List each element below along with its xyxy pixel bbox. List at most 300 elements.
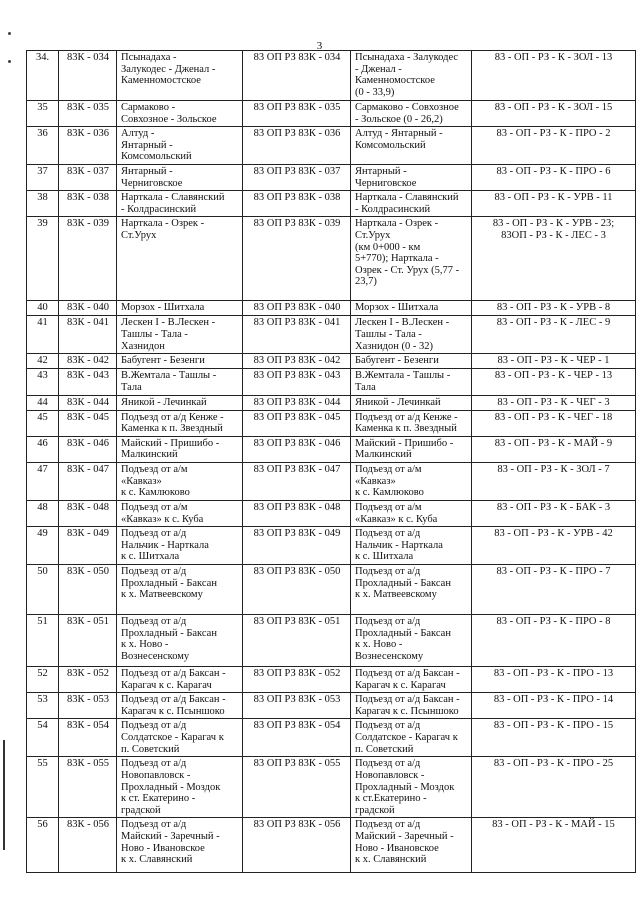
road-code: 83К - 043 (59, 369, 117, 395)
table-row (27, 191, 636, 217)
scan-dot-mark (8, 60, 11, 63)
road-identifier (472, 693, 636, 719)
road-code: 83К - 044 (59, 395, 117, 410)
road-description (351, 51, 472, 101)
row-number: 50 (27, 565, 59, 615)
road-description-line: Нальчик - Нарткала (355, 539, 443, 551)
table-row (27, 436, 636, 462)
road-description (351, 757, 472, 818)
road-description-line: Прохладный - Моздок (355, 781, 455, 793)
road-name-line: Подъезд от а/м (121, 463, 188, 475)
road-description-line: Каменномостское (355, 75, 435, 87)
road-name-line: Подъезд от а/д (121, 720, 187, 732)
road-description-line: Алтуд - Янтарный - (355, 128, 443, 140)
road-code: 83К - 051 (59, 615, 117, 667)
road-name-line: Морзох - Шитхала (121, 302, 205, 314)
road-name-line: Подъезд от а/д Баксан - (121, 668, 226, 680)
road-description-line: Каменка к п. Звездный (355, 423, 457, 435)
road-name (117, 565, 243, 615)
road-description-line: - Дженал - (355, 63, 402, 75)
table-row (27, 615, 636, 667)
road-name (117, 101, 243, 127)
road-name-line: Каменномостское (121, 75, 201, 87)
road-identifier (472, 51, 636, 101)
road-identifier (472, 462, 636, 500)
road-description-line: к ст.Екатерино - (355, 793, 427, 805)
row-number: 56 (27, 818, 59, 873)
road-identifier (472, 369, 636, 395)
table-row (27, 462, 636, 500)
table-row (27, 693, 636, 719)
road-description-line: Карагач к с. Псыншоко (355, 705, 459, 717)
road-description (351, 127, 472, 165)
row-number: 47 (27, 462, 59, 500)
road-description-line: Подъезд от а/д (355, 616, 421, 628)
road-code: 83К - 045 (59, 410, 117, 436)
table-row (27, 301, 636, 316)
road-name (117, 436, 243, 462)
road-registration-number: 83 ОП РЗ 83К - 046 (243, 436, 351, 462)
road-code: 83К - 050 (59, 565, 117, 615)
road-code: 83К - 040 (59, 301, 117, 316)
road-description (351, 565, 472, 615)
road-name-line: градской (121, 804, 161, 816)
road-description-line: Подъезд от а/д (355, 566, 421, 578)
road-description (351, 436, 472, 462)
road-identifier (472, 101, 636, 127)
road-registration-number: 83 ОП РЗ 83К - 044 (243, 395, 351, 410)
road-name (117, 462, 243, 500)
road-identifier-line: 83ОП - РЗ - К - ЛЕС - 3 (501, 229, 606, 241)
road-identifier (472, 395, 636, 410)
road-name-line: Залукодес - Дженал - (121, 63, 216, 75)
road-name (117, 500, 243, 526)
row-number: 36 (27, 127, 59, 165)
road-description-line: Подъезд от а/м (355, 501, 422, 513)
road-name (117, 127, 243, 165)
road-name-line: к ст. Екатерино - (121, 793, 196, 805)
table-row (27, 757, 636, 818)
road-description-line: Подъезд от а/д (355, 720, 421, 732)
road-description (351, 395, 472, 410)
road-name (117, 410, 243, 436)
road-description-line: - Зольское (0 - 26,2) (355, 113, 443, 125)
road-description-line: Карагач к с. Карагач (355, 679, 446, 691)
road-description-line: Яникой - Лечинкай (355, 396, 441, 408)
road-description-line: п. Советский (355, 743, 414, 755)
road-description-line: Подъезд от а/м (355, 463, 422, 475)
row-number: 42 (27, 354, 59, 369)
road-name-line: В.Жемтала - Ташлы - (121, 370, 217, 382)
road-description-line: Малкинский (355, 449, 412, 461)
road-description (351, 500, 472, 526)
road-registration-number: 83 ОП РЗ 83К - 038 (243, 191, 351, 217)
road-identifier (472, 565, 636, 615)
road-description-line: Подъезд от а/д Баксан - (355, 694, 460, 706)
road-description-line: к с. Шитхала (355, 551, 414, 563)
row-number: 53 (27, 693, 59, 719)
road-description-line: Бабугент - Безенги (355, 355, 439, 367)
road-name-line: Подъезд от а/д Кенже - (121, 411, 224, 423)
road-identifier-line: 83 - ОП - РЗ - К - УРВ - 42 (494, 528, 613, 540)
road-description (351, 217, 472, 301)
road-name-line: Алтуд - (121, 128, 155, 140)
road-description (351, 462, 472, 500)
road-name-line: Майский - Заречный - (121, 831, 220, 843)
road-identifier-line: 83 - ОП - РЗ - К - ЛЕС - 9 (496, 317, 611, 329)
road-name-line: Подъезд от а/д Баксан - (121, 694, 226, 706)
road-name (117, 164, 243, 190)
row-number: 46 (27, 436, 59, 462)
road-identifier-line: 83 - ОП - РЗ - К - ПРО - 8 (496, 616, 611, 628)
road-description-line: Майский - Пришибо - (355, 437, 454, 449)
road-description-line: Черниговское (355, 177, 417, 189)
road-name (117, 301, 243, 316)
row-number: 45 (27, 410, 59, 436)
road-name (117, 369, 243, 395)
road-name-line: Черниговское (121, 177, 183, 189)
road-name-line: Янтарный - (121, 139, 173, 151)
table-row (27, 316, 636, 354)
table-row (27, 395, 636, 410)
road-code: 83К - 047 (59, 462, 117, 500)
road-description-line: Подъезд от а/д (355, 758, 421, 770)
road-description (351, 369, 472, 395)
road-description-line: Хазнидон (0 - 32) (355, 340, 433, 352)
road-description-line: Ново - Ивановское (355, 842, 439, 854)
road-name (117, 51, 243, 101)
road-description-line: к с. Камлюково (355, 487, 424, 499)
road-code: 83К - 041 (59, 316, 117, 354)
road-name-line: Подъезд от а/д (121, 566, 187, 578)
road-registration-number: 83 ОП РЗ 83К - 053 (243, 693, 351, 719)
road-name-line: Комсомольский (121, 151, 192, 163)
road-identifier-line: 83 - ОП - РЗ - К - УРВ - 23; (492, 218, 615, 230)
road-name-line: Подъезд от а/м (121, 501, 188, 513)
road-code: 83К - 036 (59, 127, 117, 165)
road-identifier (472, 527, 636, 565)
road-identifier-line: 83 - ОП - РЗ - К - ПРО - 13 (493, 668, 614, 680)
road-name-line: Нарткала - Озрек - (121, 218, 205, 230)
table-row (27, 127, 636, 165)
road-code: 83К - 048 (59, 500, 117, 526)
table-row (27, 101, 636, 127)
road-name-line: Вознесенскому (121, 650, 190, 662)
road-description (351, 818, 472, 873)
road-identifier-line: 83 - ОП - РЗ - К - ПРО - 7 (496, 566, 611, 578)
road-identifier-line: 83 - ОП - РЗ - К - ПРО - 25 (493, 758, 614, 770)
road-description-line: Нарткала - Славянский (355, 192, 459, 204)
road-name-line: Солдатское - Карагач к (121, 732, 224, 744)
road-description-line: Солдатское - Карагач к (355, 732, 458, 744)
road-name-line: Майский - Пришибо - (121, 437, 220, 449)
road-name (117, 693, 243, 719)
road-name (117, 527, 243, 565)
road-identifier (472, 410, 636, 436)
road-identifier (472, 316, 636, 354)
road-name (117, 615, 243, 667)
road-code: 83К - 039 (59, 217, 117, 301)
page-number: 3 (316, 40, 323, 52)
road-description (351, 719, 472, 757)
road-identifier (472, 500, 636, 526)
road-name-line: Нальчик - Нарткала (121, 539, 209, 551)
road-name-line: Подъезд от а/д (121, 616, 187, 628)
road-description-line: «Кавказ» (355, 475, 396, 487)
road-description-line: (0 - 33,9) (355, 86, 395, 98)
road-description-line: к х. Матвеевскому (355, 589, 437, 601)
road-name-line: Яникой - Лечинкай (121, 396, 207, 408)
table-row (27, 164, 636, 190)
road-description (351, 301, 472, 316)
row-number: 49 (27, 527, 59, 565)
road-code: 83К - 042 (59, 354, 117, 369)
road-name-line: Псынадаха - (121, 52, 177, 63)
road-registration-number: 83 ОП РЗ 83К - 041 (243, 316, 351, 354)
road-identifier (472, 164, 636, 190)
road-description-line: Тала (355, 381, 376, 393)
road-description-line: Псынадаха - Залукодес (355, 52, 459, 63)
row-number: 54 (27, 719, 59, 757)
row-number: 44 (27, 395, 59, 410)
road-registration-number: 83 ОП РЗ 83К - 037 (243, 164, 351, 190)
road-registration-number: 83 ОП РЗ 83К - 050 (243, 565, 351, 615)
road-identifier (472, 436, 636, 462)
table-row (27, 527, 636, 565)
road-registration-number: 83 ОП РЗ 83К - 040 (243, 301, 351, 316)
road-name (117, 757, 243, 818)
road-description-line: Янтарный - (355, 165, 407, 177)
row-number: 51 (27, 615, 59, 667)
scan-edge-mark (3, 740, 5, 850)
road-description (351, 164, 472, 190)
road-code: 83К - 037 (59, 164, 117, 190)
road-description-line: Вознесенскому (355, 650, 424, 662)
road-registration-number: 83 ОП РЗ 83К - 047 (243, 462, 351, 500)
road-name-line: Прохладный - Баксан (121, 627, 217, 639)
table-row (27, 719, 636, 757)
road-identifier-line: 83 - ОП - РЗ - К - ПРО - 6 (496, 165, 611, 177)
road-description-line: 23,7) (355, 276, 377, 288)
row-number: 41 (27, 316, 59, 354)
road-description (351, 615, 472, 667)
road-description-line: к х. Ново - (355, 639, 403, 651)
road-description-line: Сармаково - Совхозное (355, 102, 459, 113)
road-registration-number: 83 ОП РЗ 83К - 056 (243, 818, 351, 873)
road-name-line: Малкинский (121, 449, 178, 461)
road-registration-number: 83 ОП РЗ 83К - 055 (243, 757, 351, 818)
road-description (351, 316, 472, 354)
road-name-line: Прохладный - Моздок (121, 781, 221, 793)
road-registration-number: 83 ОП РЗ 83К - 054 (243, 719, 351, 757)
road-name (117, 217, 243, 301)
road-name-line: Прохладный - Баксан (121, 577, 217, 589)
road-identifier-line: 83 - ОП - РЗ - К - ЗОЛ - 15 (494, 102, 613, 113)
row-number: 43 (27, 369, 59, 395)
road-description-line: Подъезд от а/д (355, 528, 421, 540)
row-number: 48 (27, 500, 59, 526)
road-code: 83К - 049 (59, 527, 117, 565)
road-description (351, 354, 472, 369)
table-row (27, 667, 636, 693)
road-description-line: Подъезд от а/д (355, 819, 421, 831)
road-name-line: Ново - Ивановское (121, 842, 205, 854)
road-registration-number: 83 ОП РЗ 83К - 036 (243, 127, 351, 165)
road-identifier (472, 719, 636, 757)
road-registration-number: 83 ОП РЗ 83К - 035 (243, 101, 351, 127)
road-name-line: Сармаково - (121, 102, 176, 113)
road-description-line: (км 0+000 - км (355, 241, 421, 253)
road-name-line: Янтарный - (121, 165, 173, 177)
road-description-line: Озрек - Ст. Урух (5,77 - (355, 264, 460, 276)
road-description-line: - Колдрасинский (355, 203, 431, 215)
road-name-line: Подъезд от а/д (121, 819, 187, 831)
road-name-line: Подъезд от а/д (121, 528, 187, 540)
road-name (117, 354, 243, 369)
road-name-line: к с. Камлюково (121, 487, 190, 499)
table-row (27, 369, 636, 395)
table-row (27, 354, 636, 369)
road-identifier (472, 301, 636, 316)
road-identifier (472, 615, 636, 667)
road-registration-number: 83 ОП РЗ 83К - 049 (243, 527, 351, 565)
road-identifier (472, 127, 636, 165)
road-identifier (472, 667, 636, 693)
road-name (117, 316, 243, 354)
road-name-line: к х. Ново - (121, 639, 169, 651)
road-identifier (472, 818, 636, 873)
road-identifier-line: 83 - ОП - РЗ - К - ЧЕР - 13 (494, 370, 613, 382)
road-identifier-line: 83 - ОП - РЗ - К - ЧЕР - 1 (497, 355, 610, 367)
row-number: 35 (27, 101, 59, 127)
road-description (351, 667, 472, 693)
road-description-line: Ташлы - Тала - (355, 328, 422, 340)
road-description-line: Нарткала - Озрек - (355, 218, 439, 230)
road-name-line: Ташлы - Тала - (121, 328, 188, 340)
road-registration-number: 83 ОП РЗ 83К - 052 (243, 667, 351, 693)
road-registration-number: 83 ОП РЗ 83К - 051 (243, 615, 351, 667)
road-code: 83К - 055 (59, 757, 117, 818)
road-identifier (472, 354, 636, 369)
table-row (27, 51, 636, 101)
row-number: 40 (27, 301, 59, 316)
road-name-line: Ст.Урух (121, 229, 157, 241)
road-identifier-line: 83 - ОП - РЗ - К - ЧЕГ - 3 (497, 396, 610, 408)
road-name (117, 395, 243, 410)
table-row (27, 565, 636, 615)
road-description-line: Майский - Заречный - (355, 831, 454, 843)
road-description-line: Прохладный - Баксан (355, 577, 451, 589)
road-identifier (472, 217, 636, 301)
road-description-line: Прохладный - Баксан (355, 627, 451, 639)
road-name-line: Карагач к с. Карагач (121, 679, 212, 691)
road-description-line: Подъезд от а/д Баксан - (355, 668, 460, 680)
road-code: 83К - 046 (59, 436, 117, 462)
row-number: 34. (27, 51, 59, 101)
road-identifier (472, 757, 636, 818)
road-description (351, 410, 472, 436)
row-number: 55 (27, 757, 59, 818)
road-code: 83К - 034 (59, 51, 117, 101)
road-registration-number: 83 ОП РЗ 83К - 034 (243, 51, 351, 101)
road-description-line: Лескен I - В.Лескен - (355, 317, 450, 329)
road-registration-number: 83 ОП РЗ 83К - 048 (243, 500, 351, 526)
road-description-line: Морзох - Шитхала (355, 302, 439, 314)
roads-table-body (27, 51, 636, 873)
row-number: 38 (27, 191, 59, 217)
road-identifier-line: 83 - ОП - РЗ - К - ЗОЛ - 7 (497, 463, 610, 475)
roads-table (26, 50, 636, 873)
road-description-line: Ст.Урух (355, 229, 391, 241)
road-registration-number: 83 ОП РЗ 83К - 042 (243, 354, 351, 369)
road-description-line: 5+770); Нарткала - (355, 253, 439, 265)
road-name (117, 818, 243, 873)
road-name-line: Совхозное - Зольское (121, 113, 217, 125)
road-code: 83К - 052 (59, 667, 117, 693)
road-registration-number: 83 ОП РЗ 83К - 043 (243, 369, 351, 395)
road-description-line: Комсомольский (355, 139, 426, 151)
road-code: 83К - 056 (59, 818, 117, 873)
road-identifier-line: 83 - ОП - РЗ - К - МАЙ - 15 (492, 819, 615, 831)
road-code: 83К - 035 (59, 101, 117, 127)
road-identifier (472, 191, 636, 217)
road-description-line: В.Жемтала - Ташлы - (355, 370, 451, 382)
road-description-line: градской (355, 804, 395, 816)
road-name-line: Тала (121, 381, 142, 393)
road-identifier-line: 83 - ОП - РЗ - К - ЗОЛ - 13 (494, 52, 613, 63)
road-description-line: к х. Славянский (355, 854, 427, 866)
road-name-line: Новопавловск - (121, 770, 191, 782)
road-description-line: «Кавказ» к с. Куба (355, 513, 438, 525)
row-number: 37 (27, 164, 59, 190)
table-row (27, 500, 636, 526)
road-name-line: Бабугент - Безенги (121, 355, 205, 367)
road-name-line: - Колдрасинский (121, 203, 197, 215)
road-code: 83К - 038 (59, 191, 117, 217)
road-name-line: «Кавказ» к с. Куба (121, 513, 204, 525)
road-code: 83К - 053 (59, 693, 117, 719)
row-number: 52 (27, 667, 59, 693)
road-name (117, 191, 243, 217)
road-description-line: Новопавловск - (355, 770, 425, 782)
road-code: 83К - 054 (59, 719, 117, 757)
road-identifier-line: 83 - ОП - РЗ - К - ПРО - 14 (493, 694, 614, 706)
road-identifier-line: 83 - ОП - РЗ - К - ПРО - 15 (493, 720, 614, 732)
road-name (117, 667, 243, 693)
table-row (27, 410, 636, 436)
scan-dot-mark (8, 32, 11, 35)
road-registration-number: 83 ОП РЗ 83К - 045 (243, 410, 351, 436)
row-number: 39 (27, 217, 59, 301)
table-row (27, 217, 636, 301)
road-identifier-line: 83 - ОП - РЗ - К - БАК - 3 (496, 501, 611, 513)
road-name (117, 719, 243, 757)
road-description (351, 191, 472, 217)
road-description (351, 527, 472, 565)
road-identifier-line: 83 - ОП - РЗ - К - ПРО - 2 (496, 128, 611, 140)
road-name-line: к х. Славянский (121, 854, 193, 866)
road-name-line: к х. Матвеевскому (121, 589, 203, 601)
road-name-line: Подъезд от а/д (121, 758, 187, 770)
road-name-line: к с. Шитхала (121, 551, 180, 563)
road-name-line: Карагач к с. Псыншоко (121, 705, 225, 717)
road-name-line: п. Советский (121, 743, 180, 755)
road-identifier-line: 83 - ОП - РЗ - К - ЧЕГ - 18 (494, 411, 613, 423)
road-name-line: Лескен I - В.Лескен - (121, 317, 216, 329)
road-name-line: Хазнидон (121, 340, 165, 352)
road-name-line: Нарткала - Славянский (121, 192, 225, 204)
road-identifier-line: 83 - ОП - РЗ - К - МАЙ - 9 (494, 437, 613, 449)
